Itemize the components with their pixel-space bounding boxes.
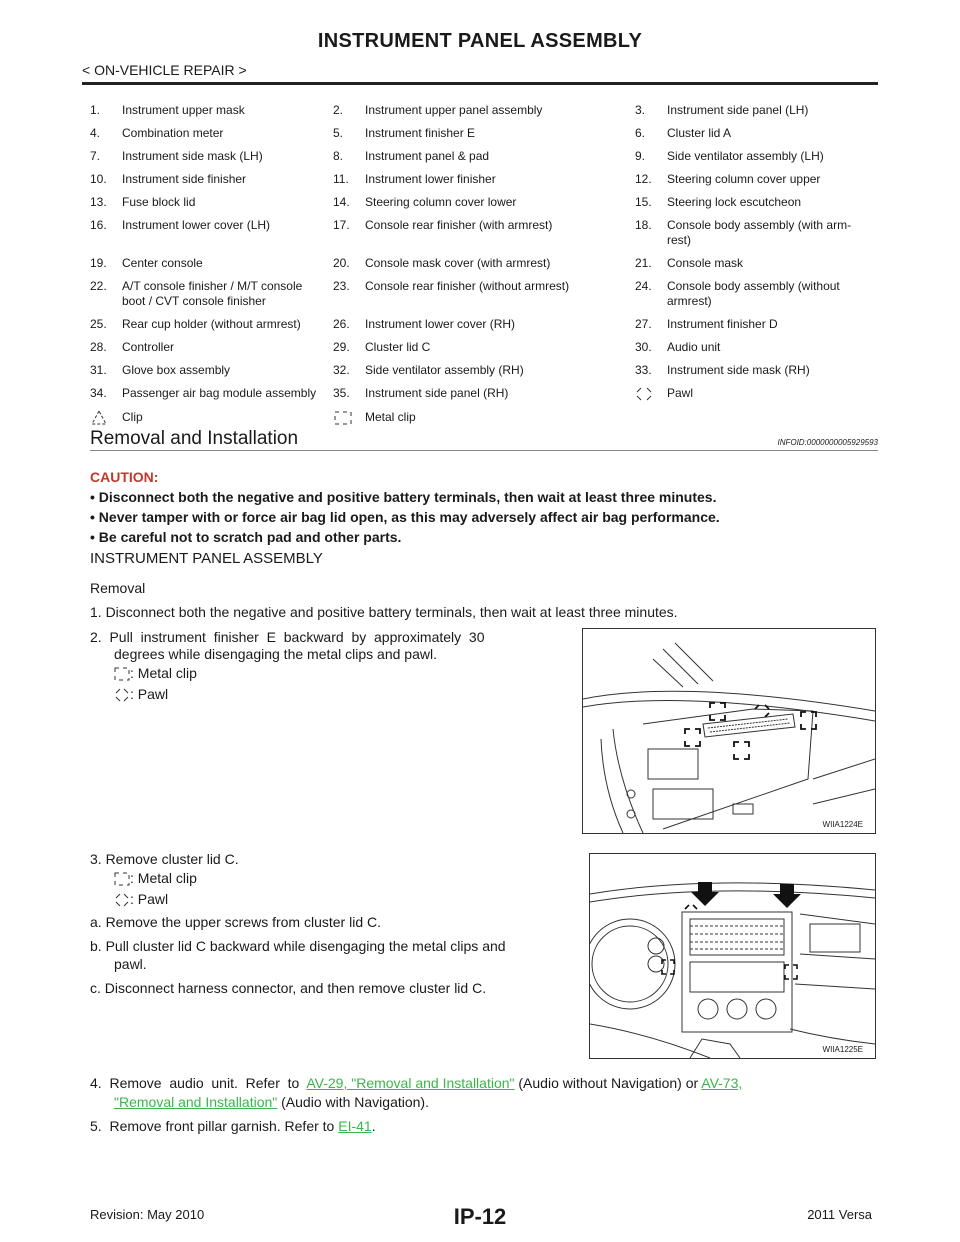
legend-item-number: 5. bbox=[333, 126, 344, 140]
legend-item-number: 34. bbox=[90, 386, 107, 400]
legend-item-number: 16. bbox=[90, 218, 107, 232]
legend-item-label: Console body assembly (with arm- rest) bbox=[667, 218, 852, 247]
pawl-symbol-icon bbox=[635, 386, 653, 402]
legend-item-label: Pawl bbox=[667, 386, 694, 400]
legend-item-label: A/T console finisher / M/T console boot / CVT console finisher bbox=[122, 279, 303, 308]
caution-item: • Be careful not to scratch pad and other parts. bbox=[90, 529, 402, 545]
legend-item-number: 15. bbox=[635, 195, 652, 209]
step-3a: a. Remove the upper screws from cluster lid C. bbox=[90, 914, 381, 930]
step-4-text: 4. Remove audio unit. Refer to bbox=[90, 1075, 300, 1091]
legend-item-number: 14. bbox=[333, 195, 350, 209]
legend-item-number: 2. bbox=[333, 103, 344, 117]
step-3b: b. Pull cluster lid C backward while disengaging the metal clips and bbox=[90, 938, 506, 954]
legend-row bbox=[90, 215, 880, 253]
legend-item-label: Console mask bbox=[667, 256, 744, 270]
legend-item-label: Instrument side panel (LH) bbox=[667, 103, 809, 117]
step-2-cont: degrees while disengaging the metal clips and pawl. bbox=[114, 646, 437, 662]
step-5-text: . bbox=[371, 1118, 376, 1134]
legend-item-number: 13. bbox=[90, 195, 107, 209]
legend-item-label: Console rear finisher (with armrest) bbox=[365, 218, 553, 232]
legend-item-label: Instrument side panel (RH) bbox=[365, 386, 509, 400]
pawl-legend bbox=[114, 891, 168, 907]
step-4 bbox=[90, 1074, 742, 1093]
legend-item-number: 8. bbox=[333, 149, 344, 163]
legend-item-label: Console mask cover (with armrest) bbox=[365, 256, 551, 270]
link-av-73[interactable]: AV-73, bbox=[701, 1075, 743, 1091]
legend-item-label: Instrument lower cover (LH) bbox=[122, 218, 271, 232]
step-5 bbox=[90, 1117, 376, 1136]
link-av-73-title[interactable]: "Removal and Installation" bbox=[114, 1094, 278, 1110]
legend-item-number: 30. bbox=[635, 340, 652, 354]
legend-item-label: Instrument side finisher bbox=[122, 172, 247, 186]
metal-clip-legend bbox=[114, 870, 197, 886]
dashboard-line-drawing bbox=[583, 629, 875, 833]
legend-item-label: Center console bbox=[122, 256, 203, 270]
step-3: 3. Remove cluster lid C. bbox=[90, 851, 239, 867]
metal-clip-legend bbox=[114, 665, 197, 681]
parts-legend-table bbox=[90, 100, 880, 433]
caution-item: • Never tamper with or force air bag lid open, as this may adversely affect air bag performance. bbox=[90, 509, 720, 525]
legend-item-label: Rear cup holder (without armrest) bbox=[122, 317, 301, 331]
pawl-icon bbox=[114, 893, 130, 907]
legend-row bbox=[90, 123, 880, 146]
legend-item-number: 24. bbox=[635, 279, 652, 293]
legend-item-number: 26. bbox=[333, 317, 350, 331]
legend-item-label: Console rear finisher (without armrest) bbox=[365, 279, 570, 293]
legend-item-label: Combination meter bbox=[122, 126, 224, 140]
caution-title: CAUTION: bbox=[90, 469, 159, 485]
legend-item-label: Instrument side mask (RH) bbox=[667, 363, 810, 377]
step-4-text: (Audio with Navigation). bbox=[277, 1094, 429, 1110]
legend-item-number: 9. bbox=[635, 149, 646, 163]
figure-instrument-finisher bbox=[582, 628, 876, 834]
caution-item: • Disconnect both the negative and positive battery terminals, then wait at least three minutes. bbox=[90, 489, 717, 505]
header-rule bbox=[82, 82, 878, 85]
clip-symbol-icon bbox=[90, 410, 108, 426]
caution-block bbox=[90, 467, 720, 547]
legend-item-label: Glove box assembly bbox=[122, 363, 231, 377]
step-5-text: 5. Remove front pillar garnish. Refer to bbox=[90, 1118, 339, 1134]
legend-row bbox=[90, 383, 880, 407]
figure-id: WIIA1224E bbox=[822, 820, 863, 829]
legend-item-number: 25. bbox=[90, 317, 107, 331]
legend-row bbox=[90, 192, 880, 215]
pawl-icon bbox=[114, 688, 130, 702]
step-3c: c. Disconnect harness connector, and then remove cluster lid C. bbox=[90, 980, 487, 996]
legend-item-number: 23. bbox=[333, 279, 350, 293]
metal-clip-legend-text: : Metal clip bbox=[130, 870, 197, 886]
legend-item-label: Steering lock escutcheon bbox=[667, 195, 802, 209]
figure-cluster-lid bbox=[589, 853, 876, 1059]
page-number: IP-12 bbox=[453, 1204, 507, 1229]
legend-row bbox=[90, 314, 880, 337]
legend-item-number: 20. bbox=[333, 256, 350, 270]
legend-item-number: 4. bbox=[90, 126, 101, 140]
legend-item-number: 1. bbox=[90, 103, 101, 117]
legend-item-label: Instrument side mask (LH) bbox=[122, 149, 263, 163]
pawl-legend bbox=[114, 686, 168, 702]
metal-clip-icon bbox=[114, 872, 130, 886]
legend-item-label: Instrument lower finisher bbox=[365, 172, 496, 186]
legend-item-number: 3. bbox=[635, 103, 646, 117]
legend-item-number: 33. bbox=[635, 363, 652, 377]
step-1: 1. Disconnect both the negative and positive battery terminals, then wait at least three minutes. bbox=[90, 604, 678, 620]
legend-item-label: Audio unit bbox=[667, 340, 721, 354]
pawl-legend-text: : Pawl bbox=[130, 891, 169, 907]
legend-item-number bbox=[635, 383, 667, 407]
footer-revision: Revision: May 2010 bbox=[90, 1207, 205, 1222]
legend-item-label: Instrument upper panel assembly bbox=[365, 103, 543, 117]
legend-row bbox=[90, 337, 880, 360]
footer-model: 2011 Versa bbox=[807, 1207, 872, 1222]
legend-row bbox=[90, 146, 880, 169]
metal-clip-legend-text: : Metal clip bbox=[130, 665, 197, 681]
legend-item-number: 22. bbox=[90, 279, 107, 293]
pawl-legend-text: : Pawl bbox=[130, 686, 169, 702]
metal-clip-icon bbox=[114, 667, 130, 681]
legend-item-number: 32. bbox=[333, 363, 350, 377]
info-id: INFOID:0000000005929593 bbox=[777, 438, 878, 447]
figure-id: WIIA1225E bbox=[822, 1045, 863, 1054]
legend-item-number: 31. bbox=[90, 363, 107, 377]
metal-clip-symbol-icon bbox=[333, 410, 353, 426]
legend-item-number: 18. bbox=[635, 218, 652, 232]
legend-item-number: 19. bbox=[90, 256, 107, 270]
legend-item-number: 35. bbox=[333, 386, 350, 400]
legend-item-label: Fuse block lid bbox=[122, 195, 196, 209]
link-av-29[interactable]: AV-29, "Removal and Installation" bbox=[306, 1075, 515, 1091]
step-2: 2. Pull instrument finisher E backward by approximately 30 bbox=[90, 629, 485, 645]
legend-row bbox=[90, 360, 880, 383]
step-4-text: (Audio without Navigation) or bbox=[514, 1075, 702, 1091]
legend-item-label: Instrument upper mask bbox=[122, 103, 245, 117]
legend-item-number: 11. bbox=[333, 172, 349, 186]
legend-item-label: Side ventilator assembly (RH) bbox=[365, 363, 524, 377]
legend-item-label: Cluster lid C bbox=[365, 340, 431, 354]
legend-item-label: Steering column cover upper bbox=[667, 172, 821, 186]
legend-item-label: Cluster lid A bbox=[667, 126, 732, 140]
legend-item-number: 27. bbox=[635, 317, 652, 331]
page-title: INSTRUMENT PANEL ASSEMBLY bbox=[317, 30, 643, 52]
legend-row bbox=[90, 276, 880, 314]
section-heading: Removal and Installation bbox=[90, 428, 299, 449]
removal-label: Removal bbox=[90, 580, 146, 596]
legend-row bbox=[90, 169, 880, 192]
legend-item-label: Side ventilator assembly (LH) bbox=[667, 149, 824, 163]
legend-item-label: Instrument lower cover (RH) bbox=[365, 317, 516, 331]
dashboard-line-drawing bbox=[590, 854, 875, 1058]
legend-item-label: Steering column cover lower bbox=[365, 195, 517, 209]
legend-item-number: 10. bbox=[90, 172, 107, 186]
section-rule bbox=[90, 450, 878, 451]
metal-clip-symbol-cell bbox=[333, 407, 365, 433]
legend-item-number: 7. bbox=[90, 149, 101, 163]
legend-item-label: Console body assembly (without armrest) bbox=[667, 279, 840, 308]
legend-item-number: 6. bbox=[635, 126, 646, 140]
legend-item-number: 12. bbox=[635, 172, 652, 186]
breadcrumb: < ON-VEHICLE REPAIR > bbox=[82, 62, 247, 78]
legend-item-number: 21. bbox=[635, 256, 652, 270]
legend-row bbox=[90, 253, 880, 276]
legend-item-label: Controller bbox=[122, 340, 175, 354]
step-4-cont bbox=[114, 1093, 429, 1112]
legend-item-number: 17. bbox=[333, 218, 350, 232]
step-3b-cont: pawl. bbox=[114, 956, 147, 972]
legend-item-label: Instrument panel & pad bbox=[365, 149, 490, 163]
legend-item-number: 29. bbox=[333, 340, 350, 354]
legend-item-label: Passenger air bag module assembly bbox=[122, 386, 317, 400]
metal-clip-label: Metal clip bbox=[365, 410, 416, 424]
clip-label: Clip bbox=[122, 410, 143, 424]
legend-row bbox=[90, 100, 880, 123]
subheading: INSTRUMENT PANEL ASSEMBLY bbox=[90, 550, 323, 567]
legend-item-label: Instrument finisher D bbox=[667, 317, 778, 331]
legend-item-number: 28. bbox=[90, 340, 107, 354]
legend-item-label: Instrument finisher E bbox=[365, 126, 476, 140]
link-ei-41[interactable]: EI-41 bbox=[338, 1118, 372, 1134]
